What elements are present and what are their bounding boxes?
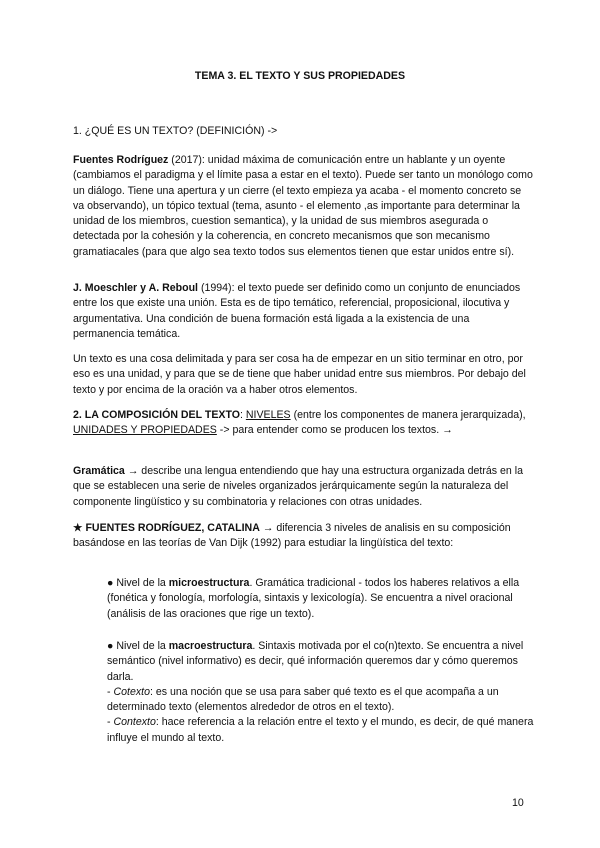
term-contexto: Contexto	[113, 716, 156, 729]
paragraph-gramatica-text: → describe una lengua entendiendo que hay una estructura organizada detrás en la que se establecen una serie de niveles organizados jerárquicamente según la naturaleza del componente lingüístico y su combinatoria y relaciones con otras unidades.	[73, 465, 523, 508]
bullet-macroestructura-text: . Sintaxis motivada por el co(n)texto. Se encuentra a nivel semántico (nivel informativo) es decir, qué información queremos dar y cómo queremos darla.	[107, 640, 524, 683]
cotexto-dash: -	[107, 685, 114, 698]
contexto-text: : hace referencia a la relación entre el texto y el mundo, es decir, de qué manera influye el mundo al texto.	[107, 716, 534, 744]
bullet-microestructura-text: . Gramática tradicional - todos los haberes relativos a ella (fonética y fonología, morfología, sintaxis y lexicología). Se encuentra a nivel oracional (análisis de las oraciones que rige un texto).	[107, 577, 520, 620]
niveles-link: NIVELES	[245, 409, 291, 421]
cotexto-text: : es una noción que se usa para saber qué texto es el que acompaña a un determinado texto (elementos alrededor de otros en el texto).	[107, 685, 499, 714]
section2-paragraph	[73, 408, 533, 439]
unidades-link: UNIDADES Y PROPIEDADES	[73, 424, 217, 437]
bullet-macroestructura	[107, 639, 535, 746]
bullet-prefix: Nivel de la	[113, 577, 169, 589]
bullet-prefix: Nivel de la	[113, 640, 169, 652]
page-number: 10	[512, 797, 524, 809]
paragraph-fuentes-text: (2017): unidad máxima de comunicación entre un hablante y un oyente (cambiamos el paradigma y el límite pasa a estar en el texto). Puede ser tanto un monólogo como un diálogo. Tiene una apertura y un cierre (el texto empieza ya acaba - el momento concreto se va observando), un tópico textual (tema, asunto - el elemento ,as importante para determinar la unidad de los miembros, cuestion semantica), y la unidad de sus miembros asegurada o detectada por la cohesión y la coherencia, en concreto mecanismos que son mecanismo gramatiacales (para que algo sea texto todos sus elementos tienen que estar unidos entre sí).	[73, 154, 533, 258]
term-gramatica: Gramática	[73, 465, 125, 477]
bullet-dot-icon: ●	[107, 640, 114, 652]
author-fuentes: Fuentes Rodríguez	[73, 154, 169, 166]
paragraph-fuentes	[73, 153, 533, 260]
paragraph-catalina	[73, 521, 533, 552]
term-cotexto: Cotexto	[113, 685, 150, 698]
term-microestructura: microestructura	[168, 577, 250, 589]
term-macroestructura: macroestructura	[168, 640, 253, 652]
bullet-dot-icon: ●	[107, 577, 114, 589]
paragraph-gramatica	[73, 464, 533, 510]
section1-heading: 1. ¿QUÉ ES UN TEXTO? (DEFINICIÓN) ->	[73, 125, 278, 137]
section2-heading: 2. LA COMPOSICIÓN DEL TEXTO	[73, 409, 240, 421]
author-moeschler: J. Moeschler y A. Reboul	[73, 282, 198, 294]
star-icon: ★	[73, 522, 83, 534]
paragraph-moeschler	[73, 281, 533, 342]
author-catalina: FUENTES RODRÍGUEZ, CATALINA	[82, 522, 260, 534]
bullet-microestructura	[107, 576, 535, 622]
paragraph-moeschler-text: (1994): el texto puede ser definido como un conjunto de enunciados entre los que existe una unión. Esta es de tipo temático, referencial, proposicional, ilocutiva y argumentativa. Una condición de buena formación está ligada a la existencia de una permanencia temática.	[73, 282, 521, 340]
section2-tail: -> para entender como se producen los textos. →	[216, 424, 453, 437]
paragraph-catalina-text: → diferencia 3 niveles de analisis en su composición basándose en las teorías de Van Dijk (1992) para estudiar la lingüística del texto:	[73, 522, 511, 550]
niveles-description: (entre los componentes de manera jerarquizada),	[290, 409, 526, 421]
paragraph-unidad: Un texto es una cosa delimitada y para ser cosa ha de empezar en un sitio terminar en otro, por eso es una unidad, y para que se de tiene que haber unidad entre sus miembros. Por debajo del texto y por encima de la oración va a haber otros elementos.	[73, 353, 526, 396]
page-title: TEMA 3. EL TEXTO Y SUS PROPIEDADES	[194, 70, 406, 82]
contexto-dash: -	[107, 716, 114, 729]
section2-colon: :	[239, 409, 246, 421]
